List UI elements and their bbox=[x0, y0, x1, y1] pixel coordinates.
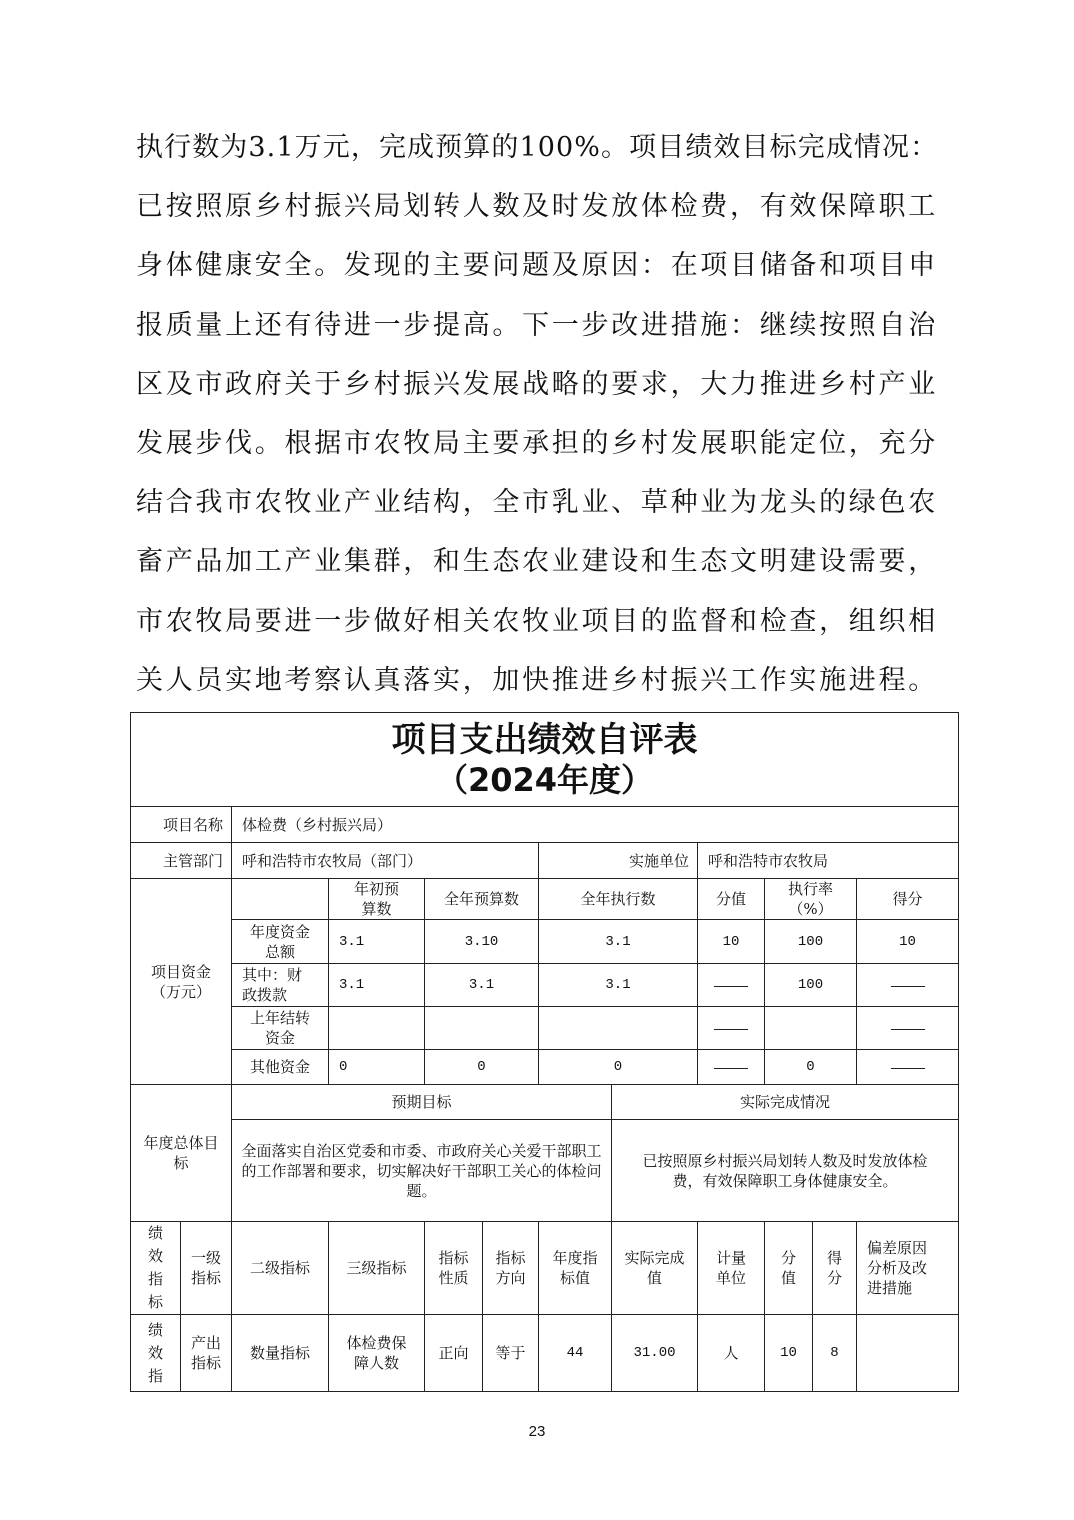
funds-row-annual: 3.1 bbox=[425, 964, 539, 1007]
funds-header-blank bbox=[232, 879, 329, 920]
funds-header-rate: 执行率（%） bbox=[765, 879, 857, 920]
body-line: 畜产品加工产业集群，和生态农业建设和生态文明建设需要， bbox=[136, 546, 938, 578]
funds-row-executed bbox=[539, 1007, 698, 1050]
perf-header-target: 年度指标值 bbox=[539, 1222, 612, 1315]
perf-row-target: 44 bbox=[539, 1315, 612, 1392]
funds-row-initial: 0 bbox=[329, 1050, 425, 1085]
body-line: 市农牧局要进一步做好相关农牧业项目的监督和检查，组织相 bbox=[136, 605, 938, 637]
body-line: 身体健康安全。发现的主要问题及原因：在项目储备和项目申 bbox=[136, 250, 938, 282]
dash-mark bbox=[891, 986, 925, 987]
perf-header-group: 绩效指标 bbox=[131, 1222, 181, 1315]
funds-row bbox=[131, 964, 959, 1007]
funds-row-name: 年度资金总额 bbox=[232, 920, 329, 964]
perf-row-level1: 产出指标 bbox=[181, 1315, 232, 1392]
funds-row-name: 其中：财政拨款 bbox=[232, 964, 329, 1007]
expected-goal-text: 全面落实自治区党委和市委、市政府关心关爱干部职工的工作部署和要求，切实解决好干部职工关心的体检问题。 bbox=[232, 1120, 612, 1222]
perf-header-score-value: 分值 bbox=[765, 1222, 813, 1315]
perf-header-nature: 指标性质 bbox=[425, 1222, 483, 1315]
performance-evaluation-table bbox=[130, 712, 959, 1392]
funds-row-initial: 3.1 bbox=[329, 920, 425, 964]
funds-row-initial: 3.1 bbox=[329, 964, 425, 1007]
funds-row-name: 上年结转资金 bbox=[232, 1007, 329, 1050]
perf-header-level1: 一级指标 bbox=[181, 1222, 232, 1315]
funds-header-initial: 年初预算数 bbox=[329, 879, 425, 920]
funds-row-score-value bbox=[698, 1050, 765, 1085]
funds-header-executed: 全年执行数 bbox=[539, 879, 698, 920]
dash-mark bbox=[891, 1068, 925, 1069]
actual-completion-text: 已按照原乡村振兴局划转人数及时发放体检费，有效保障职工身体健康安全。 bbox=[612, 1120, 959, 1222]
body-line: 区及市政府关于乡村振兴发展战略的要求，大力推进乡村产业 bbox=[136, 368, 938, 400]
funds-row-annual bbox=[425, 1007, 539, 1050]
funds-row-annual: 0 bbox=[425, 1050, 539, 1085]
body-paragraph bbox=[136, 118, 938, 710]
perf-row-unit: 人 bbox=[698, 1315, 765, 1392]
funds-row-rate: 100 bbox=[765, 920, 857, 964]
dept-value: 呼和浩特市农牧局（部门） bbox=[232, 843, 539, 879]
perf-row-score-value: 10 bbox=[765, 1315, 813, 1392]
perf-row-deviation bbox=[857, 1315, 959, 1392]
dash-mark bbox=[891, 1029, 925, 1030]
funds-row-executed: 3.1 bbox=[539, 964, 698, 1007]
perf-row-level2: 数量指标 bbox=[232, 1315, 329, 1392]
dash-mark bbox=[714, 1029, 748, 1030]
funds-row-rate: 0 bbox=[765, 1050, 857, 1085]
perf-row-nature: 正向 bbox=[425, 1315, 483, 1392]
funds-row-score bbox=[857, 964, 959, 1007]
funds-label: 项目资金（万元） bbox=[131, 879, 232, 1085]
funds-row-annual: 3.10 bbox=[425, 920, 539, 964]
project-name-value: 体检费（乡村振兴局） bbox=[232, 807, 959, 843]
impl-unit-label: 实施单位 bbox=[539, 843, 698, 879]
perf-header-direction: 指标方向 bbox=[483, 1222, 539, 1315]
funds-row-score-value: 10 bbox=[698, 920, 765, 964]
table-subtitle: （2024年度） bbox=[435, 760, 654, 799]
perf-header-score: 得分 bbox=[813, 1222, 857, 1315]
actual-completion-header: 实际完成情况 bbox=[612, 1085, 959, 1120]
body-line: 已按照原乡村振兴局划转人数及时发放体检费，有效保障职工 bbox=[136, 191, 938, 223]
annual-goal-label: 年度总体目标 bbox=[131, 1085, 232, 1222]
body-line: 关人员实地考察认真落实，加快推进乡村振兴工作实施进程。 bbox=[136, 664, 938, 696]
body-line: 报质量上还有待进一步提高。下一步改进措施：继续按照自治 bbox=[136, 309, 938, 341]
perf-row-group: 绩效指 bbox=[131, 1315, 181, 1392]
expected-goal-header: 预期目标 bbox=[232, 1085, 612, 1120]
funds-header-annual: 全年预算数 bbox=[425, 879, 539, 920]
funds-row-score bbox=[857, 1007, 959, 1050]
funds-row-initial bbox=[329, 1007, 425, 1050]
table-title: 项目支出绩效自评表 bbox=[391, 719, 698, 760]
perf-header-unit: 计量单位 bbox=[698, 1222, 765, 1315]
funds-row-score-value bbox=[698, 964, 765, 1007]
perf-row-direction: 等于 bbox=[483, 1315, 539, 1392]
funds-row bbox=[131, 1050, 959, 1085]
body-line: 发展步伐。根据市农牧局主要承担的乡村发展职能定位，充分 bbox=[136, 427, 938, 459]
funds-row-score bbox=[857, 1050, 959, 1085]
perf-header-level2: 二级指标 bbox=[232, 1222, 329, 1315]
perf-header-deviation: 偏差原因分析及改进措施 bbox=[857, 1222, 959, 1315]
funds-header-score: 得分 bbox=[857, 879, 959, 920]
funds-row bbox=[131, 1007, 959, 1050]
funds-row-score-value bbox=[698, 1007, 765, 1050]
dash-mark bbox=[714, 1068, 748, 1069]
dash-mark bbox=[714, 986, 748, 987]
perf-header-level3: 三级指标 bbox=[329, 1222, 425, 1315]
funds-row-name: 其他资金 bbox=[232, 1050, 329, 1085]
body-line: 结合我市农牧业产业结构，全市乳业、草种业为龙头的绿色农 bbox=[136, 487, 938, 519]
project-name-label: 项目名称 bbox=[131, 807, 232, 843]
perf-row-score: 8 bbox=[813, 1315, 857, 1392]
table-title-cell bbox=[131, 713, 959, 807]
funds-header-score-value: 分值 bbox=[698, 879, 765, 920]
funds-row-rate: 100 bbox=[765, 964, 857, 1007]
funds-row bbox=[131, 920, 959, 964]
body-line: 执行数为3.1万元，完成预算的100%。项目绩效目标完成情况： bbox=[136, 132, 939, 163]
perf-row-actual: 31.00 bbox=[612, 1315, 698, 1392]
dept-label: 主管部门 bbox=[131, 843, 232, 879]
impl-unit-value: 呼和浩特市农牧局 bbox=[698, 843, 959, 879]
perf-row bbox=[131, 1315, 959, 1392]
funds-row-rate bbox=[765, 1007, 857, 1050]
funds-row-score: 10 bbox=[857, 920, 959, 964]
funds-row-executed: 3.1 bbox=[539, 920, 698, 964]
perf-row-level3: 体检费保障人数 bbox=[329, 1315, 425, 1392]
page-number: 23 bbox=[528, 1423, 546, 1440]
funds-row-executed: 0 bbox=[539, 1050, 698, 1085]
perf-header-actual: 实际完成值 bbox=[612, 1222, 698, 1315]
